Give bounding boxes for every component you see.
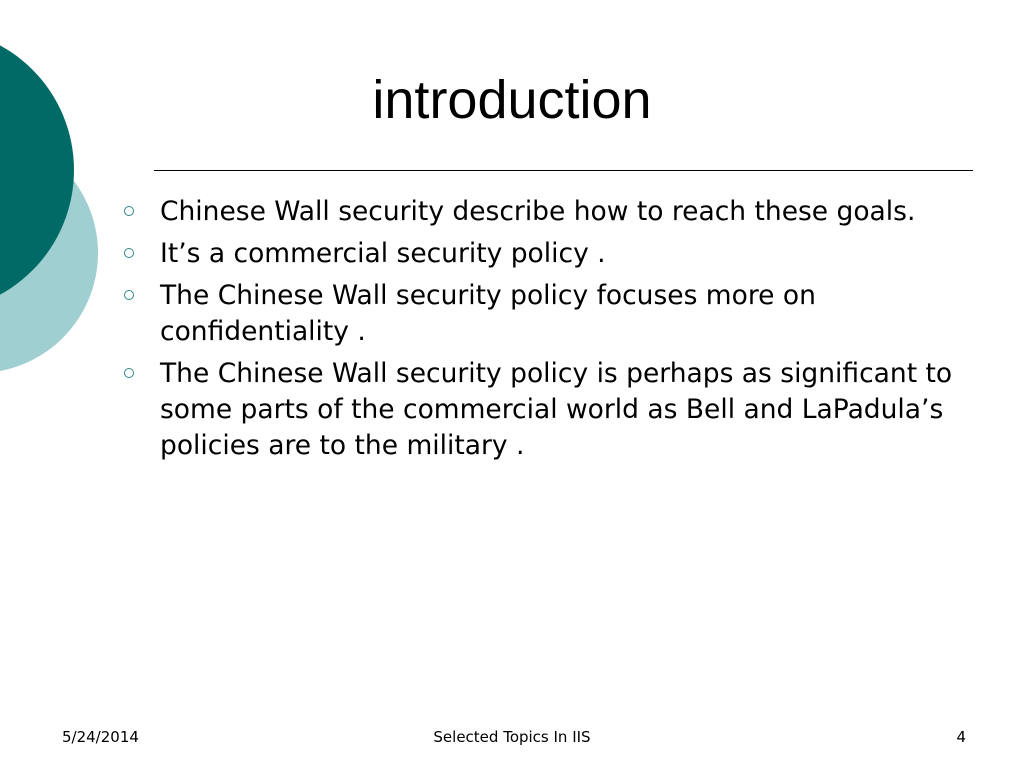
footer-date: 5/24/2014 (62, 728, 139, 746)
decorative-circles (0, 0, 120, 420)
bullet-item (122, 194, 972, 230)
slide-title: introduction (372, 70, 652, 130)
title-divider (154, 170, 973, 171)
bullet-text: It’s a commercial security policy . (160, 238, 606, 269)
footer-page-number: 4 (956, 728, 966, 746)
bullet-list (122, 194, 972, 470)
hollow-circle-bullet-icon (124, 290, 134, 300)
bullet-text: The Chinese Wall security policy is perhaps as significant to some parts of the commercial world as Bell and LaPadula’s policies are to the military . (160, 358, 953, 461)
footer-course-title: Selected Topics In IIS (433, 728, 591, 746)
bullet-text: The Chinese Wall security policy focuses more on confidentiality . (160, 280, 816, 347)
bullet-item (122, 356, 972, 464)
bullet-item (122, 278, 972, 350)
bullet-item (122, 236, 972, 272)
hollow-circle-bullet-icon (124, 248, 134, 258)
bullet-text: Chinese Wall security describe how to reach these goals. (160, 196, 916, 227)
hollow-circle-bullet-icon (124, 368, 134, 378)
hollow-circle-bullet-icon (124, 206, 134, 216)
